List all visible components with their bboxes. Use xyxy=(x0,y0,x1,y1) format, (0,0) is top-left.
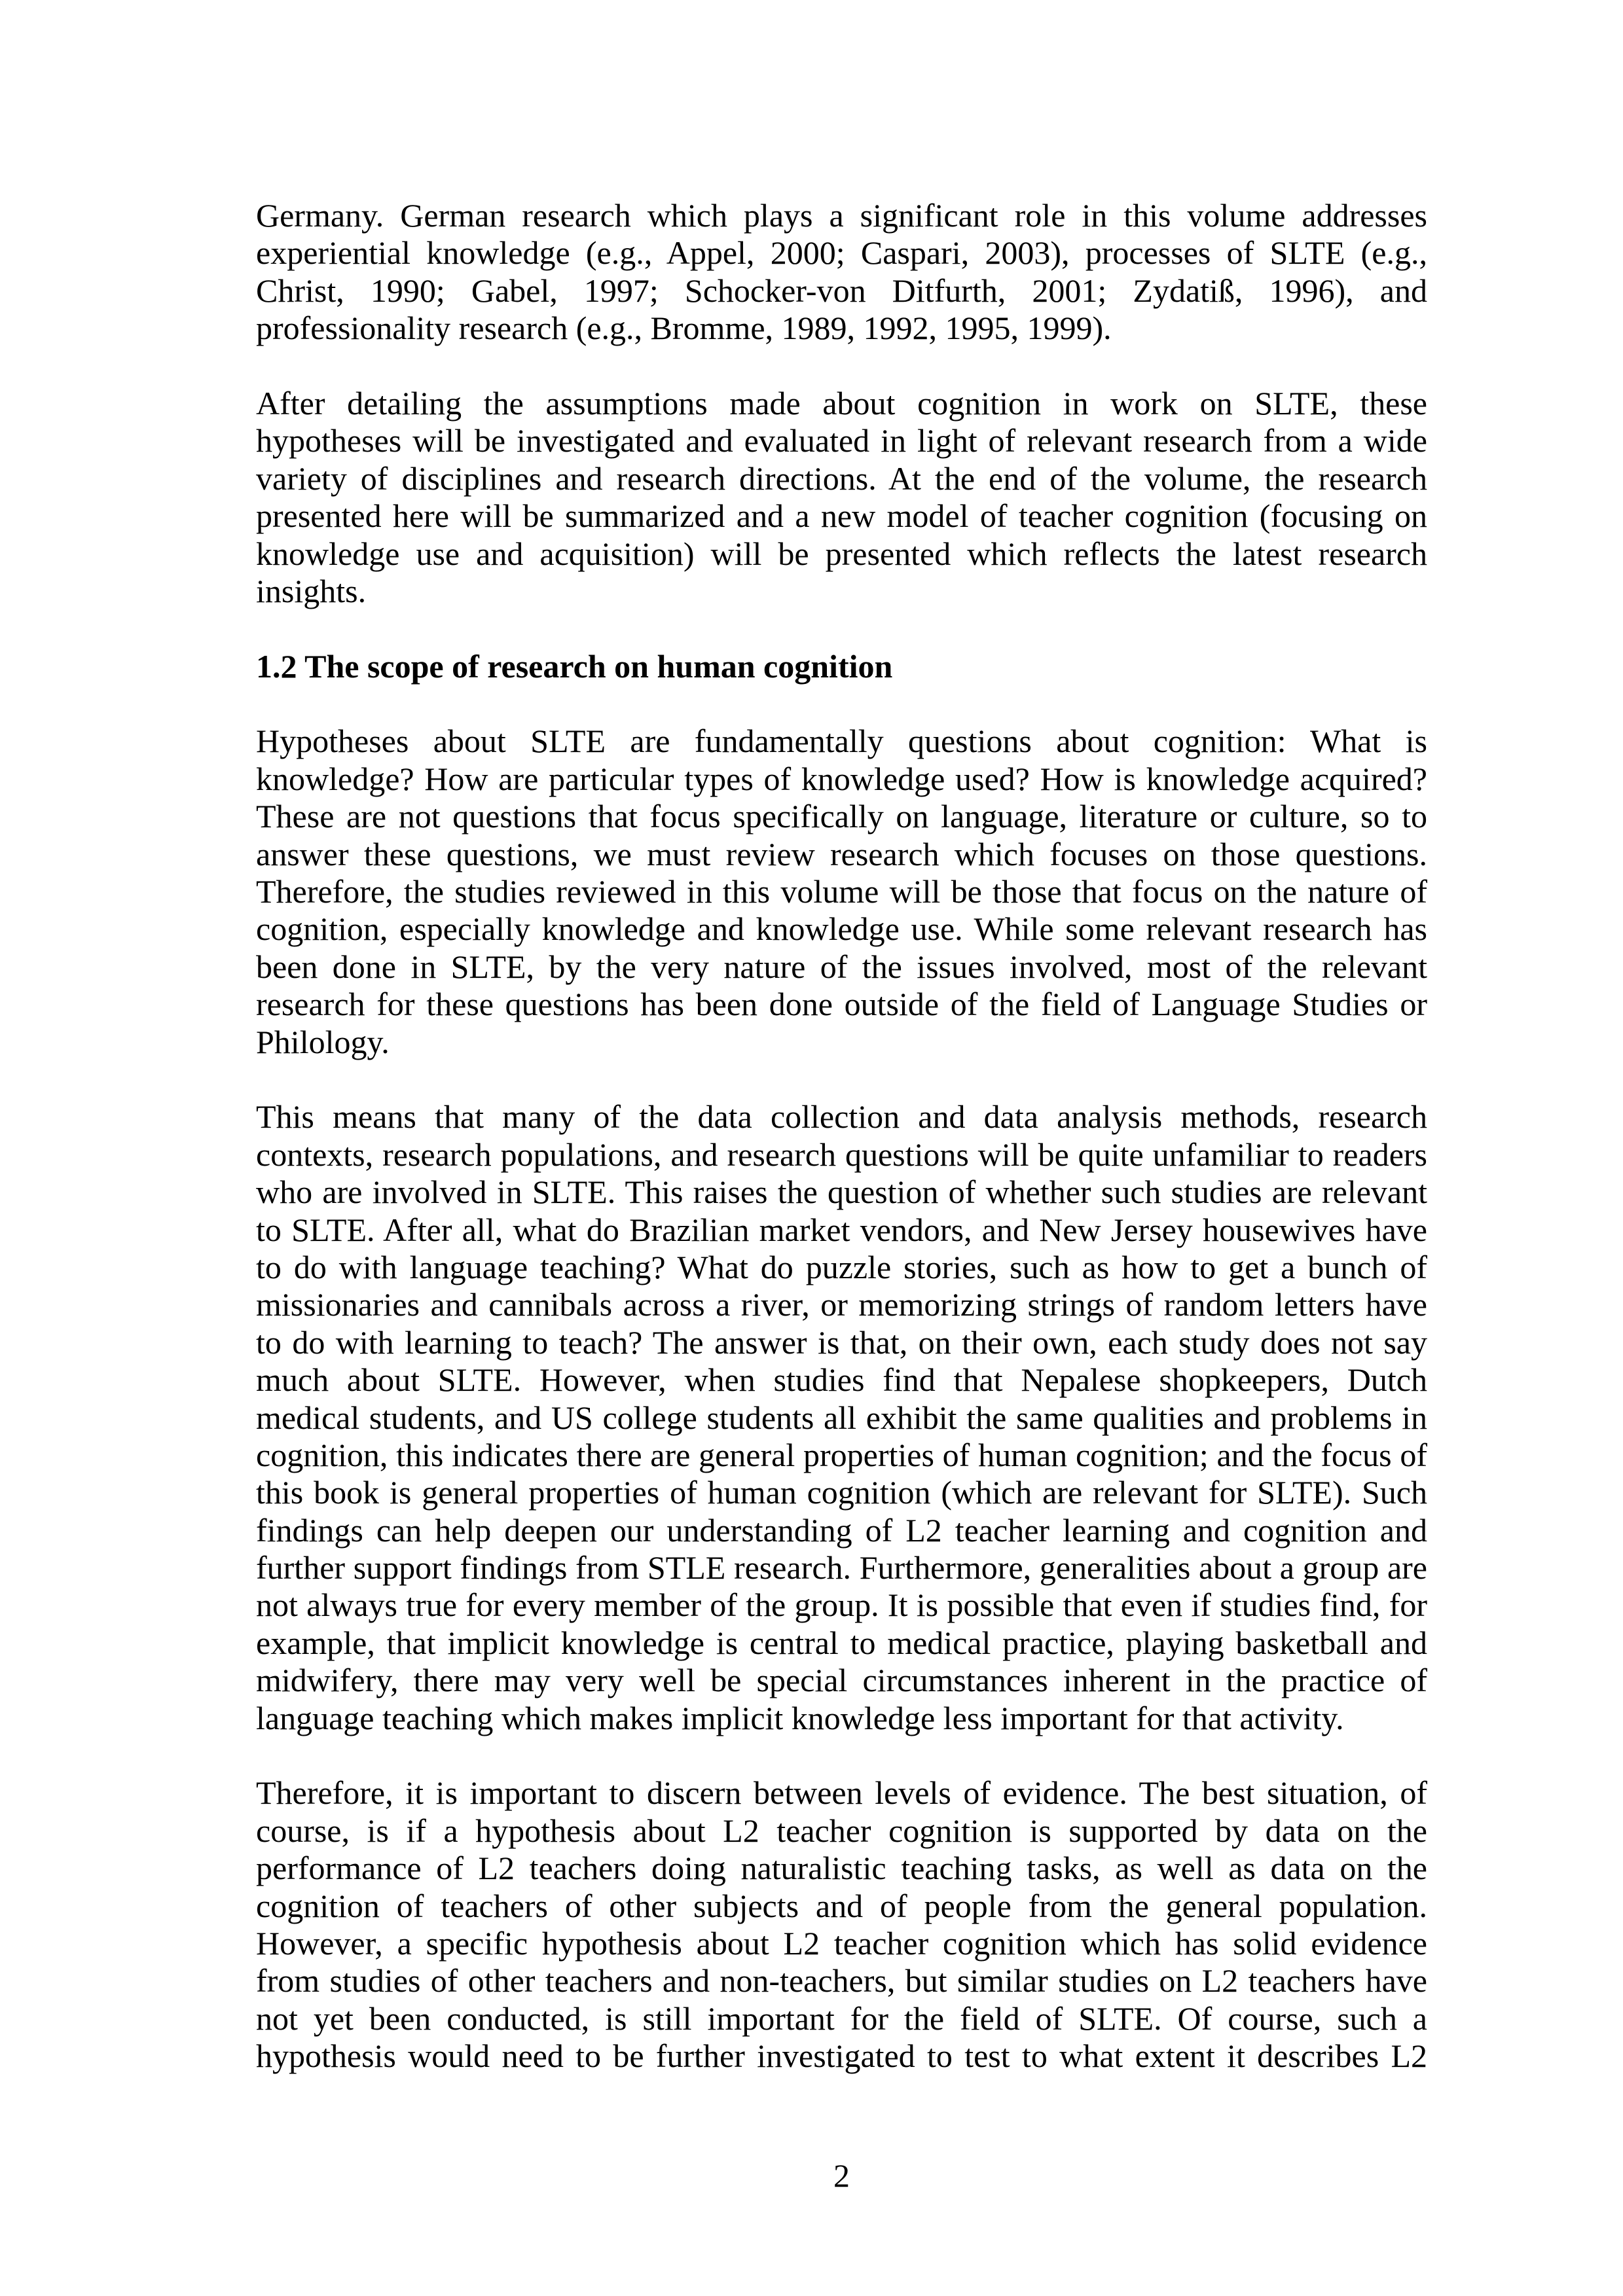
text-line: medical students, and US college students all exhibit the same qualities and problems in xyxy=(256,1399,1427,1436)
text-line: hypotheses will be investigated and evaluated in light of relevant research from a wide xyxy=(256,422,1427,459)
text-line: example, that implicit knowledge is central to medical practice, playing basketball and xyxy=(256,1624,1427,1661)
text-line: cognition, this indicates there are general properties of human cognition; and the focus of xyxy=(256,1436,1427,1473)
paragraph xyxy=(256,385,1427,610)
text-line: Therefore, the studies reviewed in this volume will be those that focus on the nature of xyxy=(256,873,1427,910)
text-line: been done in SLTE, by the very nature of the issues involved, most of the relevant xyxy=(256,948,1427,985)
body-text xyxy=(256,197,1427,2075)
paragraph xyxy=(256,1098,1427,1737)
paragraph-spacer xyxy=(256,348,1427,385)
text-line: much about SLTE. However, when studies find that Nepalese shopkeepers, Dutch xyxy=(256,1361,1427,1399)
text-line: cognition of teachers of other subjects and of people from the general population. xyxy=(256,1887,1427,1924)
text-line: to do with language teaching? What do puzzle stories, such as how to get a bunch of xyxy=(256,1248,1427,1285)
text-line: experiential knowledge (e.g., Appel, 2000; Caspari, 2003), processes of SLTE (e.g., xyxy=(256,234,1427,272)
section-heading: 1.2 The scope of research on human cognition xyxy=(256,647,893,685)
text-line: not yet been conducted, is still important for the field of SLTE. Of course, such a xyxy=(256,2000,1427,2037)
text-line: performance of L2 teachers doing naturalistic teaching tasks, as well as data on the xyxy=(256,1850,1427,1887)
text-line: However, a specific hypothesis about L2 teacher cognition which has solid evidence xyxy=(256,1924,1427,1962)
text-line: answer these questions, we must review research which focuses on those questions. xyxy=(256,835,1427,872)
paragraph-spacer xyxy=(256,1737,1427,1774)
text-line: variety of disciplines and research directions. At the end of the volume, the research xyxy=(256,459,1427,497)
text-line: this book is general properties of human cognition (which are relevant for SLTE). Such xyxy=(256,1474,1427,1511)
text-line: professionality research (e.g., Bromme, 1989, 1992, 1995, 1999). xyxy=(256,310,1112,347)
text-line: presented here will be summarized and a new model of teacher cognition (focusing on xyxy=(256,497,1427,535)
paragraph-spacer xyxy=(256,1061,1427,1098)
text-line: Germany. German research which plays a significant role in this volume addresses xyxy=(256,197,1427,234)
text-line: findings can help deepen our understanding of L2 teacher learning and cognition and xyxy=(256,1511,1427,1549)
text-line: from studies of other teachers and non-teachers, but similar studies on L2 teachers have xyxy=(256,1962,1427,2000)
text-line: hypothesis would need to be further investigated to test to what extent it describes L2 xyxy=(256,2037,1427,2075)
text-line: contexts, research populations, and research questions will be quite unfamiliar to readers xyxy=(256,1136,1427,1173)
text-line: After detailing the assumptions made about cognition in work on SLTE, these xyxy=(256,384,1427,422)
text-line: Hypotheses about SLTE are fundamentally questions about cognition: What is xyxy=(256,723,1427,760)
text-line: missionaries and cannibals across a river, or memorizing strings of random letters have xyxy=(256,1286,1427,1323)
text-line: further support findings from STLE research. Furthermore, generalities about a group are xyxy=(256,1549,1427,1587)
text-line: course, is if a hypothesis about L2 teacher cognition is supported by data on the xyxy=(256,1812,1427,1849)
paragraph xyxy=(256,197,1427,348)
text-line: to do with learning to teach? The answer is that, on their own, each study does not say xyxy=(256,1323,1427,1361)
text-line: Therefore, it is important to discern between levels of evidence. The best situation, of xyxy=(256,1774,1427,1812)
text-line: cognition, especially knowledge and knowledge use. While some relevant research has xyxy=(256,910,1427,948)
text-line: knowledge use and acquisition) will be presented which reflects the latest research xyxy=(256,535,1427,572)
text-line: midwifery, there may very well be special circumstances inherent in the practice of xyxy=(256,1662,1427,1699)
paragraph xyxy=(256,1774,1427,2075)
text-line: research for these questions has been done outside of the field of Language Studies or xyxy=(256,986,1427,1023)
text-line: These are not questions that focus specifically on language, literature or culture, so to xyxy=(256,798,1427,835)
text-line: This means that many of the data collection and data analysis methods, research xyxy=(256,1098,1427,1136)
paragraph-spacer xyxy=(256,685,1427,723)
text-line: knowledge? How are particular types of knowledge used? How is knowledge acquired? xyxy=(256,760,1427,797)
paragraph xyxy=(256,723,1427,1061)
page-number: 2 xyxy=(833,2157,850,2194)
text-line: to SLTE. After all, what do Brazilian market vendors, and New Jersey housewives have xyxy=(256,1211,1427,1248)
text-line: insights. xyxy=(256,572,367,609)
paragraph-spacer xyxy=(256,610,1427,647)
text-line: not always true for every member of the group. It is possible that even if studies find, for xyxy=(256,1587,1427,1624)
text-line: who are involved in SLTE. This raises the question of whether such studies are relevant xyxy=(256,1174,1427,1211)
text-line: Christ, 1990; Gabel, 1997; Schocker-von Ditfurth, 2001; Zydatiß, 1996), and xyxy=(256,272,1427,309)
text-line: Philology. xyxy=(256,1023,390,1060)
text-line: language teaching which makes implicit knowledge less important for that activity. xyxy=(256,1699,1344,1736)
